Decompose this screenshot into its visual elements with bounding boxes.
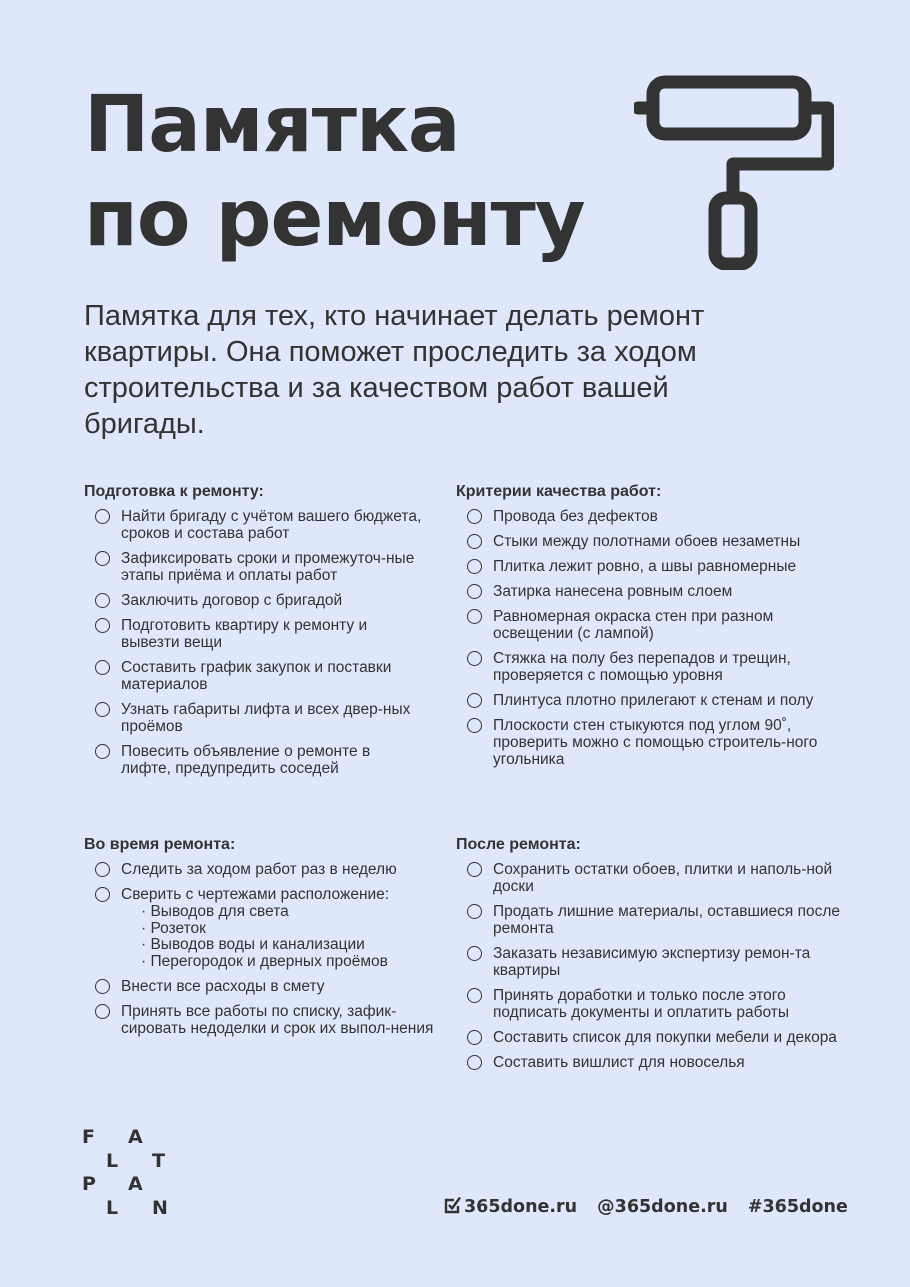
circle-checkbox-icon[interactable] bbox=[467, 559, 482, 574]
circle-checkbox-icon[interactable] bbox=[467, 1030, 482, 1045]
circle-checkbox-icon[interactable] bbox=[467, 988, 482, 1003]
section-title: После ремонта: bbox=[456, 836, 581, 853]
checklist-item[interactable]: Узнать габариты лифта и всех двер-ных проёмов bbox=[84, 701, 424, 735]
logo-letter: L bbox=[106, 1150, 119, 1172]
section-quality-criteria bbox=[456, 482, 856, 776]
section-after-renovation bbox=[456, 835, 856, 1079]
circle-checkbox-icon[interactable] bbox=[467, 946, 482, 961]
circle-checkbox-icon[interactable] bbox=[467, 584, 482, 599]
checklist-item[interactable]: Следить за ходом работ раз в неделю bbox=[84, 861, 434, 878]
checkbox-checked-icon bbox=[444, 1196, 462, 1214]
circle-checkbox-icon[interactable] bbox=[95, 887, 110, 902]
logo-letter: N bbox=[152, 1197, 168, 1219]
social-link[interactable]: @365done.ru bbox=[597, 1196, 728, 1217]
checklist-item[interactable]: Внести все расходы в смету bbox=[84, 978, 434, 995]
checklist bbox=[84, 861, 434, 1037]
circle-checkbox-icon[interactable] bbox=[467, 693, 482, 708]
checklist-item[interactable]: Заказать независимую экспертизу ремон-та квартиры bbox=[456, 945, 856, 979]
circle-checkbox-icon[interactable] bbox=[467, 609, 482, 624]
checklist-item[interactable]: Составить список для покупки мебели и декора bbox=[456, 1029, 856, 1046]
logo-letter: T bbox=[152, 1150, 165, 1172]
logo-letter: F bbox=[82, 1126, 95, 1148]
logo-letter: A bbox=[128, 1173, 143, 1195]
checklist bbox=[456, 861, 856, 1071]
circle-checkbox-icon[interactable] bbox=[95, 593, 110, 608]
sub-list-item: · Выводов для света bbox=[141, 904, 434, 921]
section-title: Подготовка к ремонту: bbox=[84, 483, 264, 500]
checklist-item[interactable]: Продать лишние материалы, оставшиеся после ремонта bbox=[456, 903, 856, 937]
page-title bbox=[84, 78, 585, 266]
checklist-item[interactable]: Подготовить квартиру к ремонту и вывезти вещи bbox=[84, 617, 424, 651]
circle-checkbox-icon[interactable] bbox=[467, 862, 482, 877]
checklist-item[interactable]: Зафиксировать сроки и промежуточ-ные этапы приёма и оплаты работ bbox=[84, 550, 424, 584]
hashtag-link[interactable]: #365done bbox=[747, 1196, 848, 1217]
logo-letter: L bbox=[106, 1197, 119, 1219]
section-title: Критерии качества работ: bbox=[456, 483, 662, 500]
footer bbox=[444, 1196, 848, 1217]
circle-checkbox-icon[interactable] bbox=[95, 509, 110, 524]
circle-checkbox-icon[interactable] bbox=[467, 1055, 482, 1070]
checklist-item[interactable]: Провода без дефектов bbox=[456, 508, 856, 525]
circle-checkbox-icon[interactable] bbox=[467, 718, 482, 733]
checklist bbox=[456, 508, 856, 768]
checklist-item[interactable]: Заключить договор с бригадой bbox=[84, 592, 424, 609]
sub-list bbox=[121, 904, 434, 970]
checklist-item[interactable]: Составить вишлист для новоселья bbox=[456, 1054, 856, 1071]
circle-checkbox-icon[interactable] bbox=[467, 651, 482, 666]
site-link[interactable]: 365done.ru bbox=[444, 1196, 577, 1217]
circle-checkbox-icon[interactable] bbox=[95, 862, 110, 877]
sub-list-item: · Выводов воды и канализации bbox=[141, 937, 434, 954]
checklist-item[interactable]: Составить график закупок и поставки материалов bbox=[84, 659, 424, 693]
sub-list-item: · Розеток bbox=[141, 921, 434, 938]
circle-checkbox-icon[interactable] bbox=[95, 979, 110, 994]
checklist-item[interactable]: Стыки между полотнами обоев незаметны bbox=[456, 533, 856, 550]
intro-text: Памятка для тех, кто начинает делать ремонт квартиры. Она поможет проследить за ходом строительства и за качеством работ вашей бригады. bbox=[84, 300, 705, 440]
checklist-item[interactable]: Сохранить остатки обоев, плитки и наполь-ной доски bbox=[456, 861, 856, 895]
checklist-item[interactable]: Затирка нанесена ровным слоем bbox=[456, 583, 856, 600]
checklist bbox=[84, 508, 424, 777]
flatplan-logo bbox=[82, 1127, 182, 1219]
circle-checkbox-icon[interactable] bbox=[95, 1004, 110, 1019]
sub-list-item: · Перегородок и дверных проёмов bbox=[141, 954, 434, 971]
circle-checkbox-icon[interactable] bbox=[467, 904, 482, 919]
checklist-item[interactable]: Принять все работы по списку, зафик-сировать недоделки и срок их выпол-нения bbox=[84, 1003, 434, 1037]
logo-letter: P bbox=[82, 1173, 96, 1195]
circle-checkbox-icon[interactable] bbox=[95, 744, 110, 759]
checklist-item[interactable]: Стяжка на полу без перепадов и трещин, проверяется с помощью уровня bbox=[456, 650, 856, 684]
section-during-renovation bbox=[84, 835, 434, 1045]
checklist-item[interactable]: Найти бригаду с учётом вашего бюджета, сроков и состава работ bbox=[84, 508, 424, 542]
checklist-item[interactable]: Плитка лежит ровно, а швы равномерные bbox=[456, 558, 856, 575]
circle-checkbox-icon[interactable] bbox=[95, 551, 110, 566]
title-line-2: по ремонту bbox=[84, 174, 585, 264]
checklist-item[interactable]: Принять доработки и только после этого подписать документы и оплатить работы bbox=[456, 987, 856, 1021]
checklist-item[interactable]: Плинтуса плотно прилегают к стенам и полу bbox=[456, 692, 856, 709]
circle-checkbox-icon[interactable] bbox=[95, 702, 110, 717]
checklist-item[interactable]: Повесить объявление о ремонте в лифте, предупредить соседей bbox=[84, 743, 424, 777]
section-preparation bbox=[84, 482, 424, 785]
checklist-item[interactable]: Сверить с чертежами расположение: · Выводов для света · Розеток · Выводов воды и канализации · Перегородок и дверных проёмов bbox=[84, 886, 434, 970]
section-title: Во время ремонта: bbox=[84, 836, 236, 853]
title-line-1: Памятка bbox=[84, 80, 460, 170]
checklist-item[interactable]: Равномерная окраска стен при разном освещении (с лампой) bbox=[456, 608, 856, 642]
logo-letter: A bbox=[128, 1126, 143, 1148]
circle-checkbox-icon[interactable] bbox=[467, 534, 482, 549]
checklist-item[interactable]: Плоскости стен стыкуются под углом 90˚, проверить можно с помощью строитель-ного угольника bbox=[456, 717, 856, 768]
circle-checkbox-icon[interactable] bbox=[95, 660, 110, 675]
circle-checkbox-icon[interactable] bbox=[467, 509, 482, 524]
circle-checkbox-icon[interactable] bbox=[95, 618, 110, 633]
paint-roller-icon bbox=[634, 74, 834, 270]
